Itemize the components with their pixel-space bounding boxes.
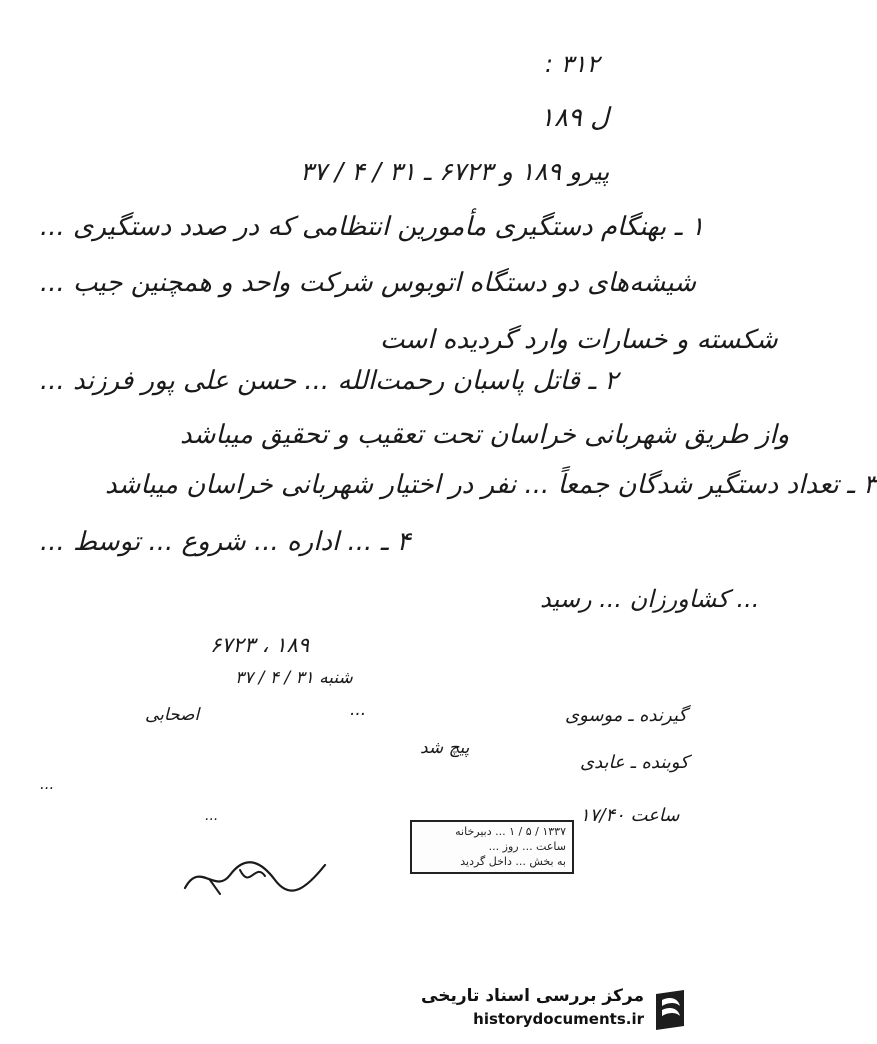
body-line-3: شکسته و خسارات وارد گردیده است [380, 325, 778, 355]
reference-code: ل ۱۸۹ [540, 103, 610, 133]
receipt-stamp [410, 820, 574, 874]
document-number: ۳۱۲ : [545, 50, 600, 78]
time-note: ساعت ۱۷/۴۰ [580, 805, 680, 826]
annotation-note-2: اصحابی [145, 705, 200, 725]
bottom-note: ... [40, 775, 55, 793]
receipt-note: پیچ شد [420, 738, 470, 758]
body-line-4: ۲ ـ قاتل پاسبان رحمت‌الله ... حسن علی پور فرزند ... [40, 366, 619, 396]
body-line-7: ۴ ـ ... اداره ... شروع ... توسط ... [40, 527, 411, 557]
ref-repeat: ۱۸۹ ، ۶۷۲۳ [210, 633, 310, 657]
body-line-6: ۳ ـ تعداد دستگیر شدگان جمعاً ... نفر در اختیار شهربانی خراسان میباشد [105, 470, 877, 500]
archive-logo-icon [650, 988, 690, 1032]
stamp-row-2: ساعت ... روز ... [488, 840, 566, 853]
sender-note: کوبنده ـ عابدی [580, 752, 689, 773]
body-line-2: شیشه‌های دو دستگاه اتوبوس شرکت واحد و همچنین جیب ... [40, 268, 697, 298]
date-annotation: شنبه ۳۱ / ۴ / ۳۷ [235, 668, 353, 688]
archive-title: مرکز بررسی اسناد تاریخی [421, 986, 644, 1006]
annotation-note-1: ... [350, 700, 367, 720]
stamp-row-3: به بخش ... داخل گردید [460, 855, 566, 868]
body-line-5: واز طریق شهربانی خراسان تحت تعقیب و تحقیق میباشد [180, 420, 790, 450]
reference-line: پیرو ۱۸۹ و ۶۷۲۳ ـ ۳۱ / ۴ / ۳۷ [300, 157, 610, 186]
stamp-row-1: ۱۳۳۷ / ۵ / ۱ ... دبیرخانه [455, 825, 566, 838]
body-line-1: ۱ ـ بهنگام دستگیری مأمورین انتظامی که در صدد دستگیری ... [40, 212, 705, 242]
source-watermark [420, 984, 692, 1036]
archive-url: historydocuments.ir [473, 1010, 644, 1028]
receiver-note: گیرنده ـ موسوی [565, 705, 687, 726]
small-mark: ... [205, 808, 219, 824]
handwritten-signature [180, 850, 330, 900]
body-line-8: ... کشاورزان ... رسید [540, 585, 760, 613]
